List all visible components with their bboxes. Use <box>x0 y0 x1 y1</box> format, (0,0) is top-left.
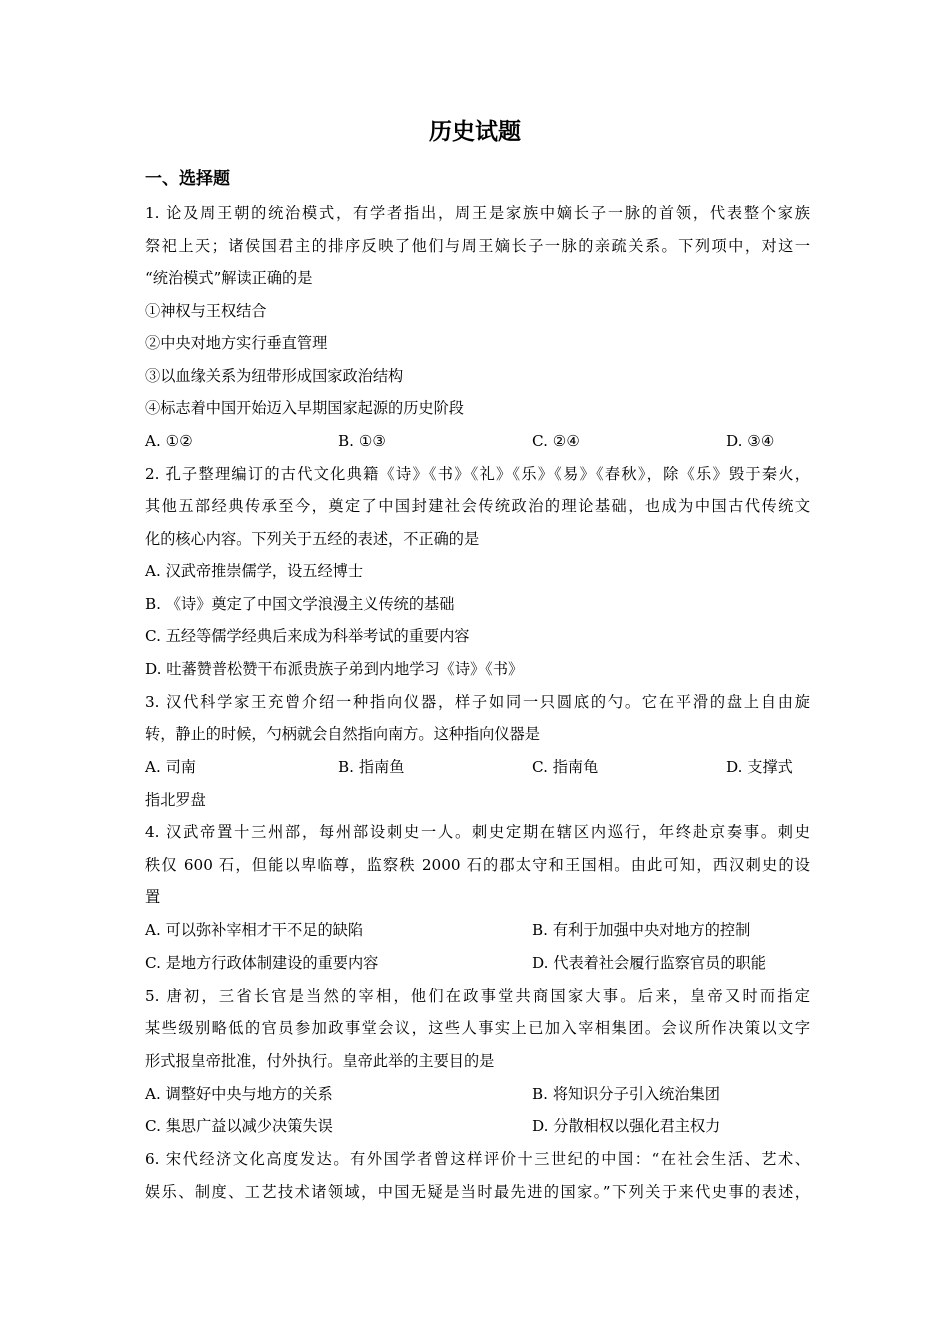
question-stem-line: 娱乐、制度、工艺技术诸领域，中国无疑是当时最先进的国家。”下列关于来代史事的表述， <box>145 1183 810 1201</box>
answer-option-a: A. 调整好中央与地方的关系 <box>145 1085 333 1103</box>
answer-option-c: C. 是地方行政体制建设的重要内容 <box>145 954 379 972</box>
question-stem-line: 转，静止的时候，勺柄就会自然指向南方。这种指向仪器是 <box>145 725 540 743</box>
answer-option-a: A. ①② <box>145 432 193 450</box>
answer-option-b: B. 将知识分子引入统治集团 <box>532 1085 720 1103</box>
question-stem-line: 某些级别略低的官员参加政事堂会议，这些人事实上已加入宰相集团。会议所作决策以文字 <box>145 1019 810 1037</box>
answer-option-a: A. 汉武帝推崇儒学，设五经博士 <box>145 562 364 580</box>
question-stem-line: 秩仅 600 石，但能以卑临尊，监察秩 2000 石的郡太守和王国相。由此可知，西汉刺史的设 <box>145 856 810 874</box>
section-heading: 一、选择题 <box>145 169 230 189</box>
answer-option-c: C. 集思广益以减少决策失误 <box>145 1117 333 1135</box>
answer-option-d: D. 分散相权以强化君主权力 <box>532 1117 721 1135</box>
answer-option-c: C. ②④ <box>532 432 580 450</box>
question-stem-line: 形式报皇帝批准，付外执行。皇帝此举的主要目的是 <box>145 1052 495 1070</box>
question-stem-line: 1. 论及周王朝的统治模式，有学者指出，周王是家族中嫡长子一脉的首领，代表整个家族 <box>145 204 810 222</box>
answer-option-b: B. 《诗》奠定了中国文学浪漫主义传统的基础 <box>145 595 455 613</box>
question-stem-line: 5. 唐初，三省长官是当然的宰相，他们在政事堂共商国家大事。后来，皇帝又时而指定 <box>145 987 810 1005</box>
statement-item: ②中央对地方实行垂直管理 <box>145 334 328 352</box>
statement-item: ④标志着中国开始迈入早期国家起源的历史阶段 <box>145 399 464 417</box>
question-stem-line: 置 <box>145 888 161 906</box>
question-stem-line: “统治模式”解读正确的是 <box>145 269 313 287</box>
statement-item: ③以血缘关系为纽带形成国家政治结构 <box>145 367 404 385</box>
answer-option-d: D. 代表着社会履行监察官员的职能 <box>532 954 766 972</box>
question-stem-line: 2. 孔子整理编订的古代文化典籍《诗》《书》《礼》《乐》《易》《春秋》，除《乐》毁于秦火， <box>145 465 810 483</box>
answer-option-c: C. 指南龟 <box>532 758 599 776</box>
answer-option-b: B. 有利于加强中央对地方的控制 <box>532 921 751 939</box>
answer-option-a: A. 司南 <box>145 758 196 776</box>
question-stem-line: 3. 汉代科学家王充曾介绍一种指向仪器，样子如同一只圆底的勺。它在平滑的盘上自由旋 <box>145 693 810 711</box>
statement-item: ①神权与王权结合 <box>145 302 267 320</box>
answer-option-a: A. 可以弥补宰相才干不足的缺陷 <box>145 921 364 939</box>
question-stem-line: 化的核心内容。下列关于五经的表述，不正确的是 <box>145 530 480 548</box>
answer-option-b: B. 指南鱼 <box>338 758 405 776</box>
answer-option-continuation: 指北罗盘 <box>145 791 206 809</box>
question-stem-line: 6. 宋代经济文化高度发达。有外国学者曾这样评价十三世纪的中国：“在社会生活、艺术、 <box>145 1150 810 1168</box>
answer-option-c: C. 五经等儒学经典后来成为科举考试的重要内容 <box>145 627 470 645</box>
page-title: 历史试题 <box>429 118 521 145</box>
answer-option-d: D. 支撑式 <box>726 758 793 776</box>
question-stem-line: 4. 汉武帝置十三州部，每州部设刺史一人。刺史定期在辖区内巡行，年终赴京奏事。刺史 <box>145 823 810 841</box>
answer-option-b: B. ①③ <box>338 432 387 450</box>
question-stem-line: 其他五部经典传承至今，奠定了中国封建社会传统政治的理论基础，也成为中国古代传统文 <box>145 497 810 515</box>
question-stem-line: 祭祀上天；诸侯国君主的排序反映了他们与周王嫡长子一脉的亲疏关系。下列项中，对这一 <box>145 237 810 255</box>
answer-option-d: D. 吐蕃赞普松赞干布派贵族子弟到内地学习《诗》《书》 <box>145 660 524 678</box>
answer-option-d: D. ③④ <box>726 432 775 450</box>
